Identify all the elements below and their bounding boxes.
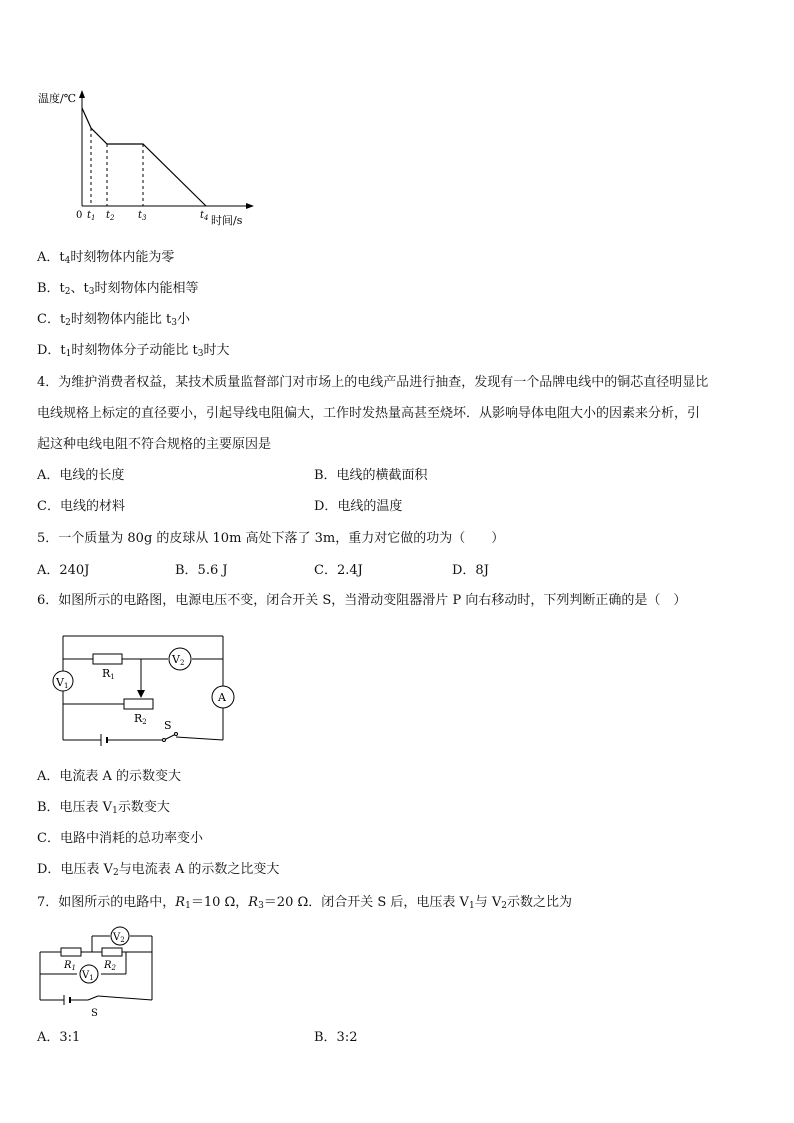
q5-option-c[interactable]: C．2.4J	[314, 563, 363, 578]
q4-option-a[interactable]: A．电线的长度	[37, 468, 125, 483]
q5-option-b[interactable]: B．5.6 J	[175, 563, 228, 578]
switch-label: S	[164, 719, 172, 732]
q5-stem: 5．一个质量为 80g 的皮球从 10m 高处下落了 3m，重力对它做的功为（ ）	[37, 531, 505, 546]
q4-option-b[interactable]: B．电线的横截面积	[314, 468, 428, 483]
tick-t1: $t_1$	[87, 210, 96, 222]
q7-switch-label: S	[91, 1008, 98, 1019]
q7-stem: 7．如图所示的电路中，$R_1=10$ Ω，$R_3=20$ Ω．闭合开关 S 后，电压表 $V_1$与 $V_2$示数之比为	[37, 895, 572, 911]
q6-option-a[interactable]: A．电流表 A 的示数变大	[37, 769, 182, 784]
x-axis-label: 时间/s	[211, 214, 243, 227]
r2-label: R2	[134, 712, 147, 726]
q6-option-c[interactable]: C．电路中消耗的总功率变小	[37, 831, 203, 846]
q4-option-d[interactable]: D．电线的温度	[314, 499, 403, 514]
q6-stem: 6．如图所示的电路图，电源电压不变，闭合开关 S，当滑动变阻器滑片 P 向右移动时，下列判断正确的是（ ）	[37, 593, 687, 608]
temperature-time-graph	[36, 88, 256, 230]
q4-stem-line3: 起这种电线电阻不符合规格的主要原因是	[37, 437, 272, 452]
q4-stem-line1: 4．为维护消费者权益，某技术质量监督部门对市场上的电线产品进行抽查，发现有一个品牌电线中的铜芯直径明显比	[37, 375, 709, 390]
q4-option-c[interactable]: C．电线的材料	[37, 499, 125, 514]
q7-v2-meter: $V_2$	[113, 932, 125, 944]
q4-stem-line2: 电线规格上标定的直径要小，引起导线电阻偏大，工作时发热量高甚至烧坏．从影响导体电阻大小的因素来分析，引	[37, 406, 701, 421]
tick-t2: $t_2$	[106, 210, 115, 222]
q7-circuit-diagram	[36, 924, 160, 1020]
q7-option-b[interactable]: B．3:2	[314, 1030, 358, 1045]
q7-r1-label: $R_1$	[64, 960, 76, 972]
origin-label: 0	[76, 210, 83, 221]
q7-v1-meter: $V_1$	[82, 970, 94, 982]
ammeter: A	[218, 691, 226, 704]
q5-option-a[interactable]: A．240J	[37, 563, 90, 578]
q6-option-d[interactable]: D．电压表 $V_2$与电流表 A 的示数之比变大	[37, 862, 280, 878]
q5-option-d[interactable]: D．8J	[452, 563, 489, 578]
q6-option-b[interactable]: B．电压表 $V_1$示数变大	[37, 800, 170, 816]
q6-circuit-diagram	[46, 628, 242, 748]
q3-option-c[interactable]: C．$t_2$时刻物体内能比 $t_3$小	[37, 312, 191, 328]
tick-t3: $t_3$	[138, 210, 147, 222]
v2-meter: V2	[172, 653, 185, 667]
q3-option-b[interactable]: B．$t_2$、$t_3$时刻物体内能相等	[37, 281, 199, 297]
tick-t4: $t_4$	[200, 210, 209, 222]
y-axis-label: 温度/℃	[38, 92, 77, 105]
q7-r2-label: $R_2$	[104, 960, 116, 972]
v1-meter: V1	[56, 676, 69, 690]
r1-label: R1	[102, 667, 115, 681]
q3-option-a[interactable]: A．$t_4$时刻物体内能为零	[37, 250, 175, 266]
q3-option-d[interactable]: D．$t_1$时刻物体分子动能比 $t_3$时大	[37, 343, 230, 359]
q7-option-a[interactable]: A．3:1	[37, 1030, 81, 1045]
